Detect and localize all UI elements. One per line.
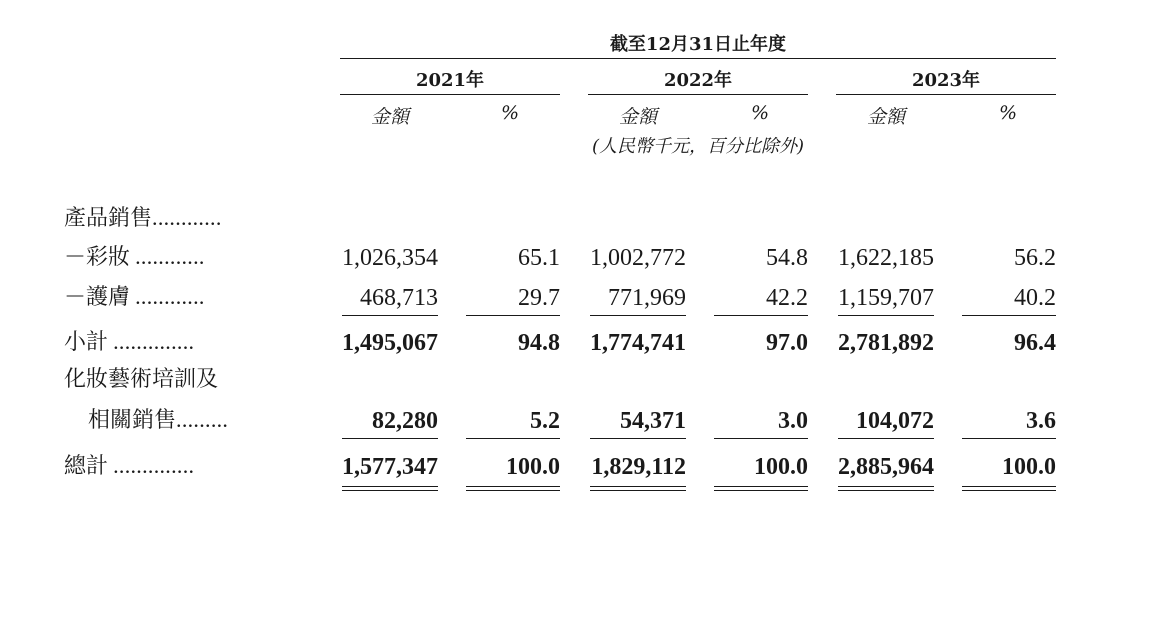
total-rule-amount-2022 (590, 438, 686, 439)
training-pct-2022: 3.0 (778, 408, 808, 434)
subtotal-rule-amount-2021 (342, 315, 438, 316)
subtotal-label: 小計 (64, 330, 109, 355)
skincare-pct-2021: 29.7 (518, 285, 560, 311)
year-2023-rule (836, 94, 1056, 95)
total-double-rule-amount-2021 (342, 486, 438, 491)
total-amount-2022: 1,829,112 (591, 454, 686, 480)
subtotal-amount-2023: 2,781,892 (838, 330, 934, 356)
skincare-label: －護膚 (64, 285, 131, 310)
makeup-label: －彩妝 (64, 245, 131, 270)
subtotal-pct-2023: 96.4 (1014, 330, 1056, 356)
makeup-amount-2023: 1,622,185 (838, 245, 934, 271)
training-dots: ......... (176, 407, 229, 432)
total-double-rule-amount-2022 (590, 486, 686, 491)
total-pct-2021: 100.0 (506, 454, 560, 480)
subtotal-rule-pct-2023 (962, 315, 1056, 316)
row-makeup-label (64, 244, 205, 271)
products-dots: ............ (152, 205, 222, 230)
total-rule-pct-2022 (714, 438, 808, 439)
year-2022-header: 2022年 (663, 70, 733, 91)
total-pct-2022: 100.0 (754, 454, 808, 480)
row-training-label (88, 407, 228, 434)
total-pct-2023: 100.0 (1002, 454, 1056, 480)
total-rule-pct-2023 (962, 438, 1056, 439)
subtotal-dots: .............. (113, 329, 195, 354)
year-2021-rule (340, 94, 560, 95)
amount-label-2021: 金額 (370, 106, 409, 128)
skincare-pct-2023: 40.2 (1014, 285, 1056, 311)
subtotal-rule-pct-2022 (714, 315, 808, 316)
subtotal-rule-amount-2023 (838, 315, 934, 316)
makeup-pct-2021: 65.1 (518, 245, 560, 271)
training-pct-2021: 5.2 (530, 408, 560, 434)
makeup-amount-2021: 1,026,354 (342, 245, 438, 271)
total-label: 總計 (64, 454, 109, 479)
subtotal-rule-pct-2021 (466, 315, 560, 316)
total-double-rule-pct-2022 (714, 486, 808, 491)
total-amount-2023: 2,885,964 (838, 454, 934, 480)
makeup-pct-2022: 54.8 (766, 245, 808, 271)
training-amount-2021: 82,280 (372, 408, 438, 434)
total-amount-2021: 1,577,347 (342, 454, 438, 480)
total-double-rule-pct-2021 (466, 486, 560, 491)
training-pct-2023: 3.6 (1026, 408, 1056, 434)
makeup-amount-2022: 1,002,772 (590, 245, 686, 271)
training-amount-2022: 54,371 (620, 408, 686, 434)
skincare-amount-2023: 1,159,707 (838, 285, 934, 311)
total-double-rule-amount-2023 (838, 486, 934, 491)
pct-label-2023: % (998, 102, 1018, 124)
amount-label-2023: 金額 (866, 106, 905, 128)
subtotal-amount-2022: 1,774,741 (590, 330, 686, 356)
training-label-line2: 相關銷售 (88, 408, 177, 433)
pct-label-2022: % (750, 102, 770, 124)
total-dots: .............. (113, 453, 195, 478)
header-rule (340, 58, 1056, 59)
total-double-rule-pct-2023 (962, 486, 1056, 491)
subtotal-pct-2022: 97.0 (766, 330, 808, 356)
total-rule-pct-2021 (466, 438, 560, 439)
row-subtotal-label (64, 329, 194, 356)
pct-label-2021: % (500, 102, 520, 124)
row-total-label (64, 453, 194, 480)
subtotal-amount-2021: 1,495,067 (342, 330, 438, 356)
total-rule-amount-2023 (838, 438, 934, 439)
subtotal-rule-amount-2022 (590, 315, 686, 316)
training-amount-2023: 104,072 (856, 408, 934, 434)
subtotal-pct-2021: 94.8 (518, 330, 560, 356)
unit-note: (人民幣千元，百分比除外) (591, 136, 805, 157)
skincare-amount-2021: 468,713 (360, 285, 438, 311)
makeup-pct-2023: 56.2 (1014, 245, 1056, 271)
training-label-line1: 化妝藝術培訓及 (64, 367, 219, 392)
skincare-dots: ............ (135, 284, 205, 309)
year-2023-header: 2023年 (911, 70, 981, 91)
row-skincare-label (64, 284, 205, 311)
row-products-label (64, 205, 222, 232)
year-2022-rule (588, 94, 808, 95)
total-rule-amount-2021 (342, 438, 438, 439)
year-2021-header: 2021年 (415, 70, 485, 91)
skincare-pct-2022: 42.2 (766, 285, 808, 311)
products-label: 產品銷售 (64, 206, 153, 231)
period-header: 截至12月31日止年度 (609, 34, 787, 55)
amount-label-2022: 金額 (618, 106, 657, 128)
makeup-dots: ............ (135, 244, 205, 269)
skincare-amount-2022: 771,969 (608, 285, 686, 311)
